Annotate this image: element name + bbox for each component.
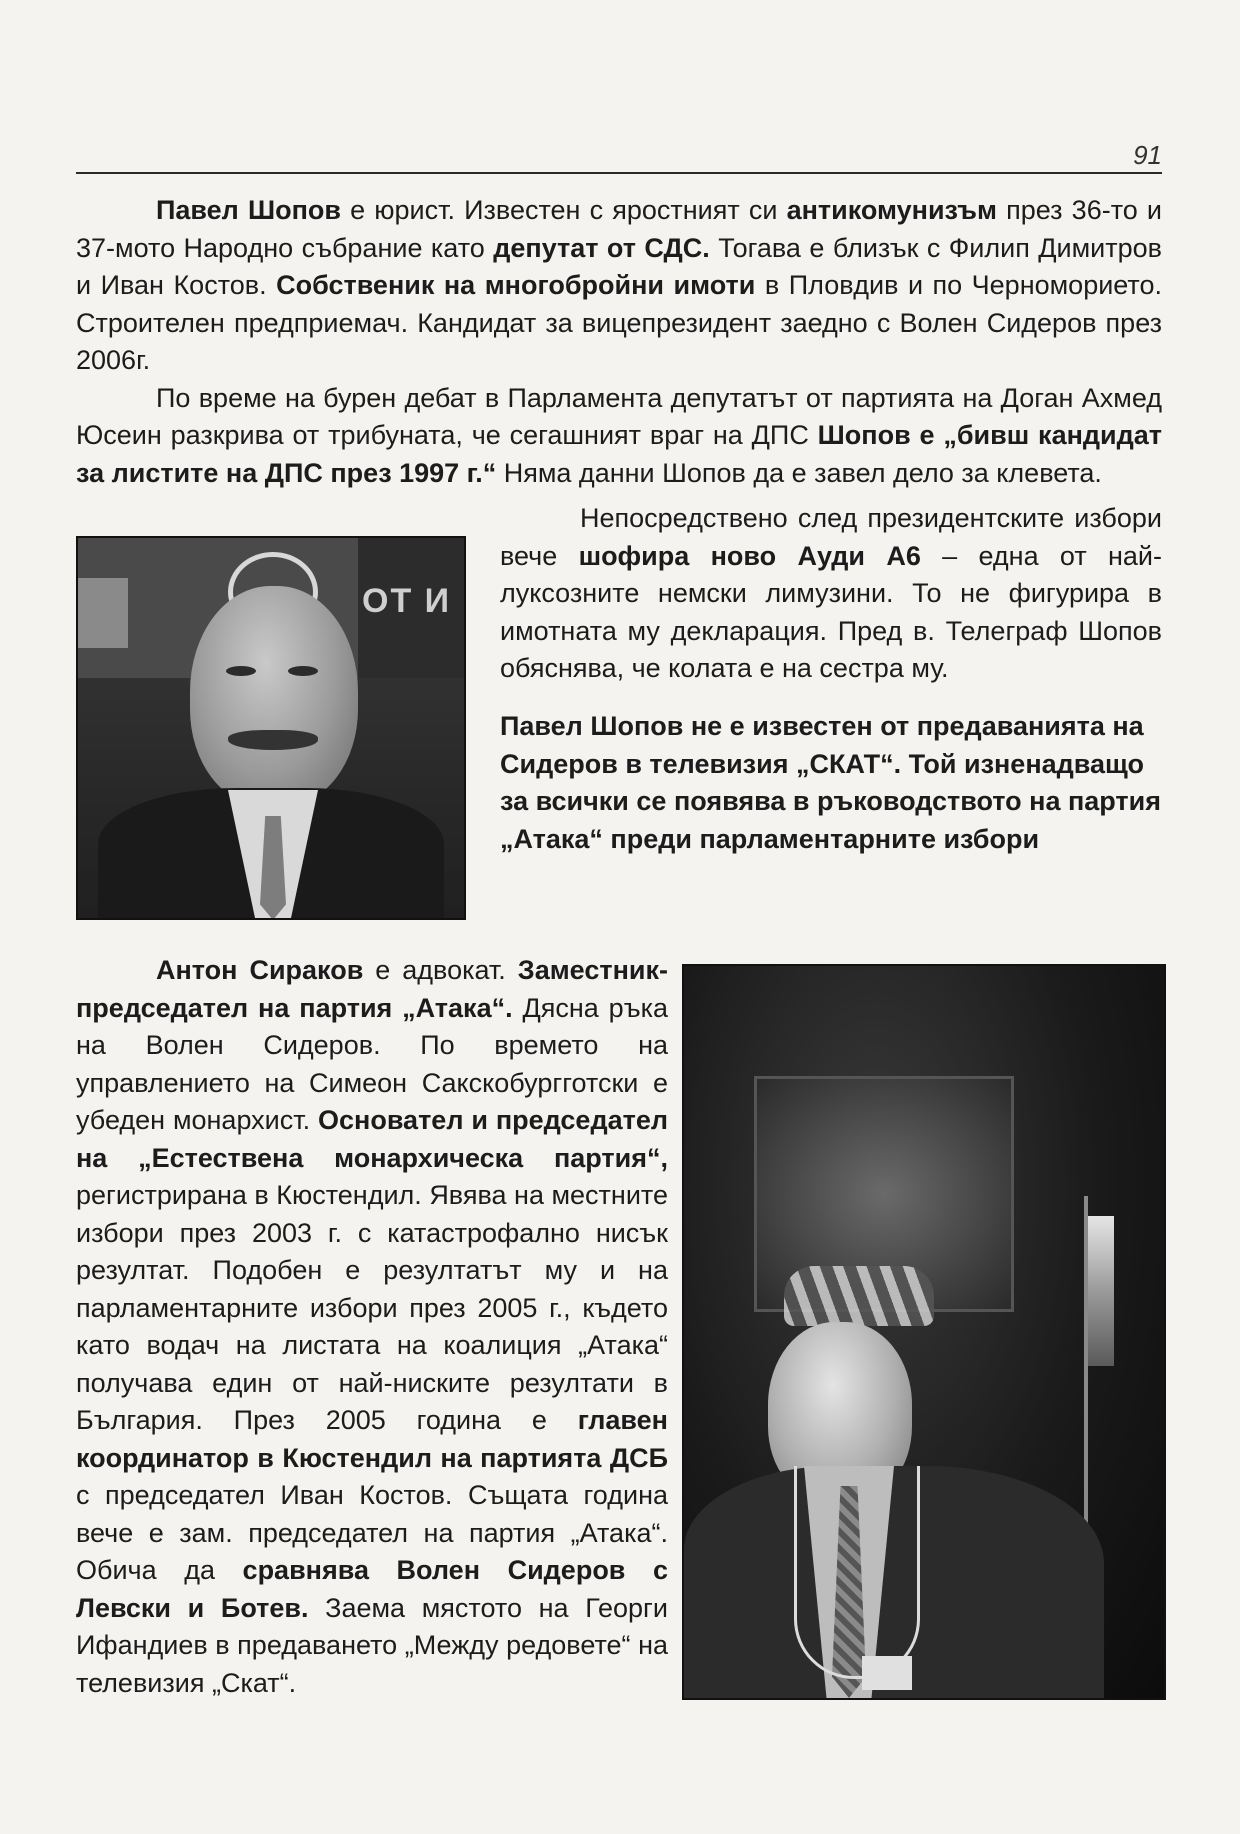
paragraph-audi xyxy=(500,500,1162,688)
photo-moustache xyxy=(228,730,318,750)
paragraph-skat-highlight: Павел Шопов не е известен от предаванията на Сидеров в телевизия „СКАТ“. Той изненадващо за всички се появява в ръководството на партия „Атака“ преди парламентарните избори xyxy=(500,711,1162,854)
photo-badge xyxy=(862,1656,912,1690)
paragraph-sirakov-bio xyxy=(76,952,668,1702)
text-span: Заема мястото на Георги Ифандиев в предаването „Между редовете“ на телевизия „Скат“. xyxy=(76,1592,668,1698)
text-span: регистрирана в Кюстендил. Явява на местните избори през 2003 г. с катастрофално нисък резултат. Подобен е резултатът му и на парламентарните избори през 2005 г., където като водач на листата на коалиция „Атака“ получава един от най-ниските резултати в България. През 2005 година е xyxy=(76,1180,668,1435)
text-span: в Пловдив и по Черноморието. Строителен предприемач. Кандидат за вицепрезидент заедно с Волен Сидеров през 2006г. xyxy=(76,270,1162,375)
text-span: е юрист. Известен с яростният си xyxy=(341,195,787,225)
bold-property-owner: Собственик на многобройни имоти xyxy=(276,270,756,300)
text-span: Непосредствено след президентските избори вече xyxy=(500,503,1162,571)
photo-lanyard xyxy=(794,1466,920,1679)
text-block-top xyxy=(76,192,1162,492)
text-block-audi xyxy=(500,500,1162,688)
text-span: през 36-то и 37-мото Народно събрание като xyxy=(76,195,1162,263)
photo-eye-left xyxy=(226,666,256,676)
bold-deputy-chairman: Заместник-председател на партия „Атака“. xyxy=(76,955,668,1023)
text-span: По време на бурен дебат в Парламента депутатът от партията на Доган Ахмед Юсеин разкрива от трибуната, че сегашният враг на ДПС xyxy=(76,382,1162,450)
bold-levski-botev: сравнява Волен Сидеров с Левски и Ботев. xyxy=(76,1555,668,1623)
header-rule xyxy=(76,172,1162,174)
paragraph-parliament-debate xyxy=(76,380,1162,493)
text-span: Дясна ръка на Волен Сидеров. По времето на управлението на Симеон Сакскобургготски е убеден монархист. xyxy=(76,992,668,1135)
bold-name-shopov: Павел Шопов xyxy=(156,195,341,225)
portrait-photo-sirakov xyxy=(682,964,1166,1700)
photo-microphones xyxy=(784,1266,934,1326)
photo-sign-left-block xyxy=(78,578,128,648)
text-block-sirakov xyxy=(76,952,668,1702)
text-span: е адвокат. xyxy=(363,955,518,985)
photo-eye-right xyxy=(288,666,318,676)
photo-head xyxy=(190,586,358,806)
text-span: с председател Иван Костов. Същата година вече е зам. председател на партия „Атака“. Обича да xyxy=(76,1480,668,1585)
bold-name-sirakov: Антон Сираков xyxy=(156,955,364,985)
paragraph-shopov-bio xyxy=(76,192,1162,380)
bold-dps-candidate: Шопов е „бивш кандидат за листите на ДПС през 1997 г.“ xyxy=(76,420,1163,488)
text-span: Няма данни Шопов да е завел дело за клевета. xyxy=(496,457,1102,488)
page-number: 91 xyxy=(1133,140,1162,170)
text-span: Тогава е близък с Филип Димитров и Иван Костов. xyxy=(76,232,1162,300)
photo-flag xyxy=(1088,1216,1114,1366)
text-block-highlight xyxy=(500,708,1162,858)
portrait-photo-shopov xyxy=(76,536,466,920)
photo-sign-text: ОТ И xyxy=(362,582,452,620)
bold-anticommunism: антикомунизъм xyxy=(786,195,997,225)
bold-monarchist-party: Основател и председател на „Естествена монархическа партия“, xyxy=(76,1105,668,1173)
bold-audi-a6: шофира ново Ауди А6 xyxy=(578,540,921,571)
text-span: – една от най-луксозните немски лимузини. То не фигурира в имотната му декларация. Пред в. Телеграф Шопов обяснява, че колата е на сестра му. xyxy=(500,540,1163,683)
bold-dsb-coordinator: главен координатор в Кюстендил на партията ДСБ xyxy=(76,1405,668,1473)
bold-deputy-sds: депутат от СДС. xyxy=(493,232,710,263)
